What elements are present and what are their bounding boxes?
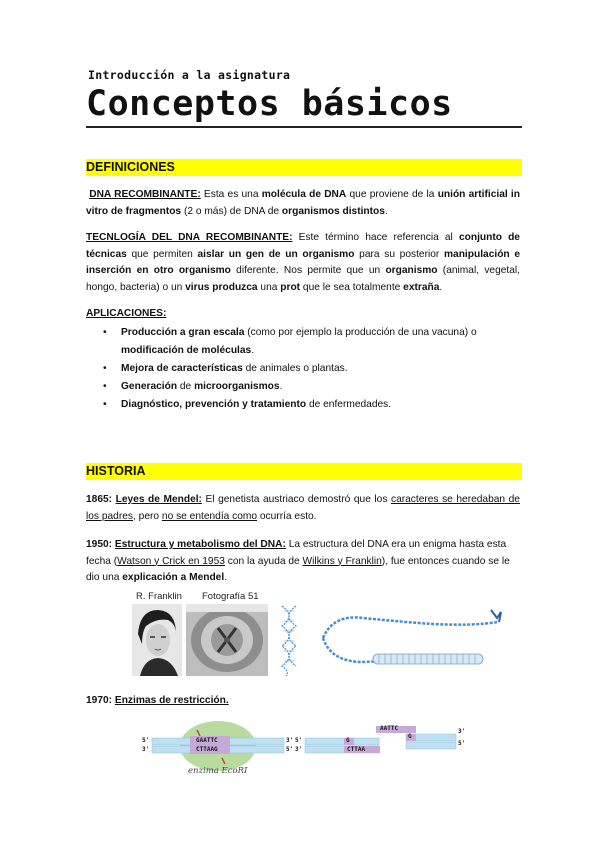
underlined-text: no se entendía como	[161, 510, 258, 522]
term-label: Enzimas de restricción.	[114, 695, 229, 706]
bold-text: conjunto de técnicas	[86, 232, 520, 260]
dna-helix-diagram	[276, 604, 302, 676]
text: (animal, vegetal, hongo, bacteria) o un	[86, 265, 520, 293]
term-label: Estructura y metabolismo del DNA:	[114, 539, 286, 550]
bold-text: microorganismos	[194, 381, 280, 392]
term-label: TECNLOGÍA DEL DNA RECOMBINANTE:	[86, 232, 293, 243]
section-heading-label: DEFINICIONES	[86, 160, 175, 174]
text: .	[279, 381, 283, 392]
bold-text: extraña	[403, 281, 440, 293]
underlined-text: Watson y Crick en 1953	[117, 555, 225, 567]
bold-text: aislar un gen de un organismo	[197, 248, 355, 260]
text: diferente. Nos permite que un	[230, 265, 386, 276]
text: .	[384, 205, 388, 217]
end-label: 5'	[286, 746, 294, 753]
list-item	[103, 378, 508, 396]
sequence-bottom: CTTAAG	[196, 746, 218, 753]
text: que permiten	[126, 248, 198, 260]
bold-text: molécula de DNA	[261, 189, 347, 200]
bullet-icon: •	[103, 363, 107, 374]
fragment-top: G	[346, 737, 350, 744]
caption-franklin: R. Franklin	[136, 591, 182, 602]
text: de enfermedades.	[306, 399, 392, 410]
ecori-restriction-diagram	[140, 720, 480, 782]
bold-text: Generación	[121, 381, 178, 392]
section-heading-definiciones	[86, 159, 522, 176]
bold-text: Mejora de características	[121, 363, 243, 374]
bold-text: Producción a gran escala	[121, 327, 245, 338]
bold-text: manipulación e inserción en otro organismo	[86, 248, 520, 276]
list-item	[103, 360, 508, 378]
underlined-text: caracteres se heredaban de los padres	[86, 494, 520, 522]
enzyme-label: enzima EcoRI	[188, 766, 248, 776]
text: con la ayuda de	[224, 555, 303, 567]
paragraph-dna-recombinante	[86, 187, 520, 220]
text: (como por ejemplo la producción de una vacuna) o	[244, 327, 477, 338]
caption-foto-51: Fotografía 51	[202, 591, 259, 602]
bold-text: organismos distintos	[281, 205, 385, 217]
page-title: Conceptos básicos	[86, 84, 453, 124]
end-label: 3'	[142, 746, 150, 753]
bold-text: explicación a Mendel	[122, 572, 225, 583]
end-label: 3'	[295, 746, 303, 753]
term-label: Leyes de Mendel:	[115, 494, 202, 505]
text: que proviene de la	[346, 189, 438, 200]
bullet-icon: •	[103, 327, 107, 338]
bold-text: virus produzca	[185, 281, 258, 293]
list-item	[103, 324, 508, 360]
chromosome-dna-diagram	[313, 604, 521, 676]
text: Este término hace referencia al	[292, 232, 459, 243]
year-label: 1865:	[86, 494, 113, 505]
bold-text: Diagnóstico, prevención y tratamiento	[121, 399, 307, 410]
end-label: 3'	[286, 737, 294, 744]
text: que le sea totalmente	[300, 281, 404, 293]
underlined-text: Wilkins y Franklin	[302, 555, 382, 567]
aplicaciones-label: APLICACIONES:	[86, 308, 167, 319]
text: de animales o plantas.	[242, 363, 348, 374]
aplicaciones-list	[103, 324, 508, 414]
end-label: 5'	[295, 737, 303, 744]
text: .	[224, 572, 228, 583]
term-label: DNA RECOMBINANTE:	[89, 189, 201, 200]
subtitle: Introducción a la asignatura	[88, 68, 291, 82]
end-label: 5'	[458, 740, 466, 747]
paragraph-1970	[86, 694, 229, 708]
text: El genetista austriaco demostró que los	[201, 494, 391, 505]
year-label: 1970:	[86, 695, 113, 706]
bullet-icon: •	[103, 381, 107, 392]
text: , pero	[133, 510, 162, 522]
text: de	[177, 381, 195, 392]
paragraph-1950	[86, 537, 520, 587]
bold-text: prot	[280, 281, 301, 293]
text: .	[439, 281, 443, 293]
text: para su posterior	[354, 248, 444, 260]
bullet-icon: •	[103, 399, 107, 410]
title-rule	[86, 126, 522, 128]
bold-text: modificación de moléculas	[121, 345, 252, 356]
svg-text:.: .	[495, 626, 497, 631]
list-item	[103, 396, 508, 414]
paragraph-1865	[86, 492, 520, 525]
bold-text: unión artificial in vitro de fragmentos	[86, 189, 520, 217]
fragment2-bottom: G	[408, 733, 412, 740]
section-heading-label: HISTORIA	[86, 464, 146, 478]
end-label: 3'	[458, 728, 466, 735]
text: (2 o más) de DNA de	[181, 205, 282, 217]
paragraph-tecnologia	[86, 230, 520, 296]
photo-51-diffraction	[186, 604, 268, 676]
text: ocurría esto.	[257, 510, 317, 522]
text: Esta es una	[200, 189, 262, 200]
fragment-bottom: CTTAA	[347, 746, 366, 753]
text: una	[257, 281, 281, 293]
section-heading-historia	[86, 463, 522, 480]
end-label: 5'	[142, 737, 150, 744]
text: .	[251, 345, 255, 356]
text: La estructura del DNA era un enigma hasta esta fecha (	[86, 539, 507, 567]
fragment2-top: AATTC	[380, 725, 399, 732]
bold-text: organismo	[385, 265, 438, 276]
year-label: 1950:	[86, 539, 113, 550]
sequence-top: GAATTC	[196, 737, 218, 744]
franklin-portrait	[132, 604, 182, 676]
text: ), fue entonces cuando se le dio una	[86, 555, 510, 583]
